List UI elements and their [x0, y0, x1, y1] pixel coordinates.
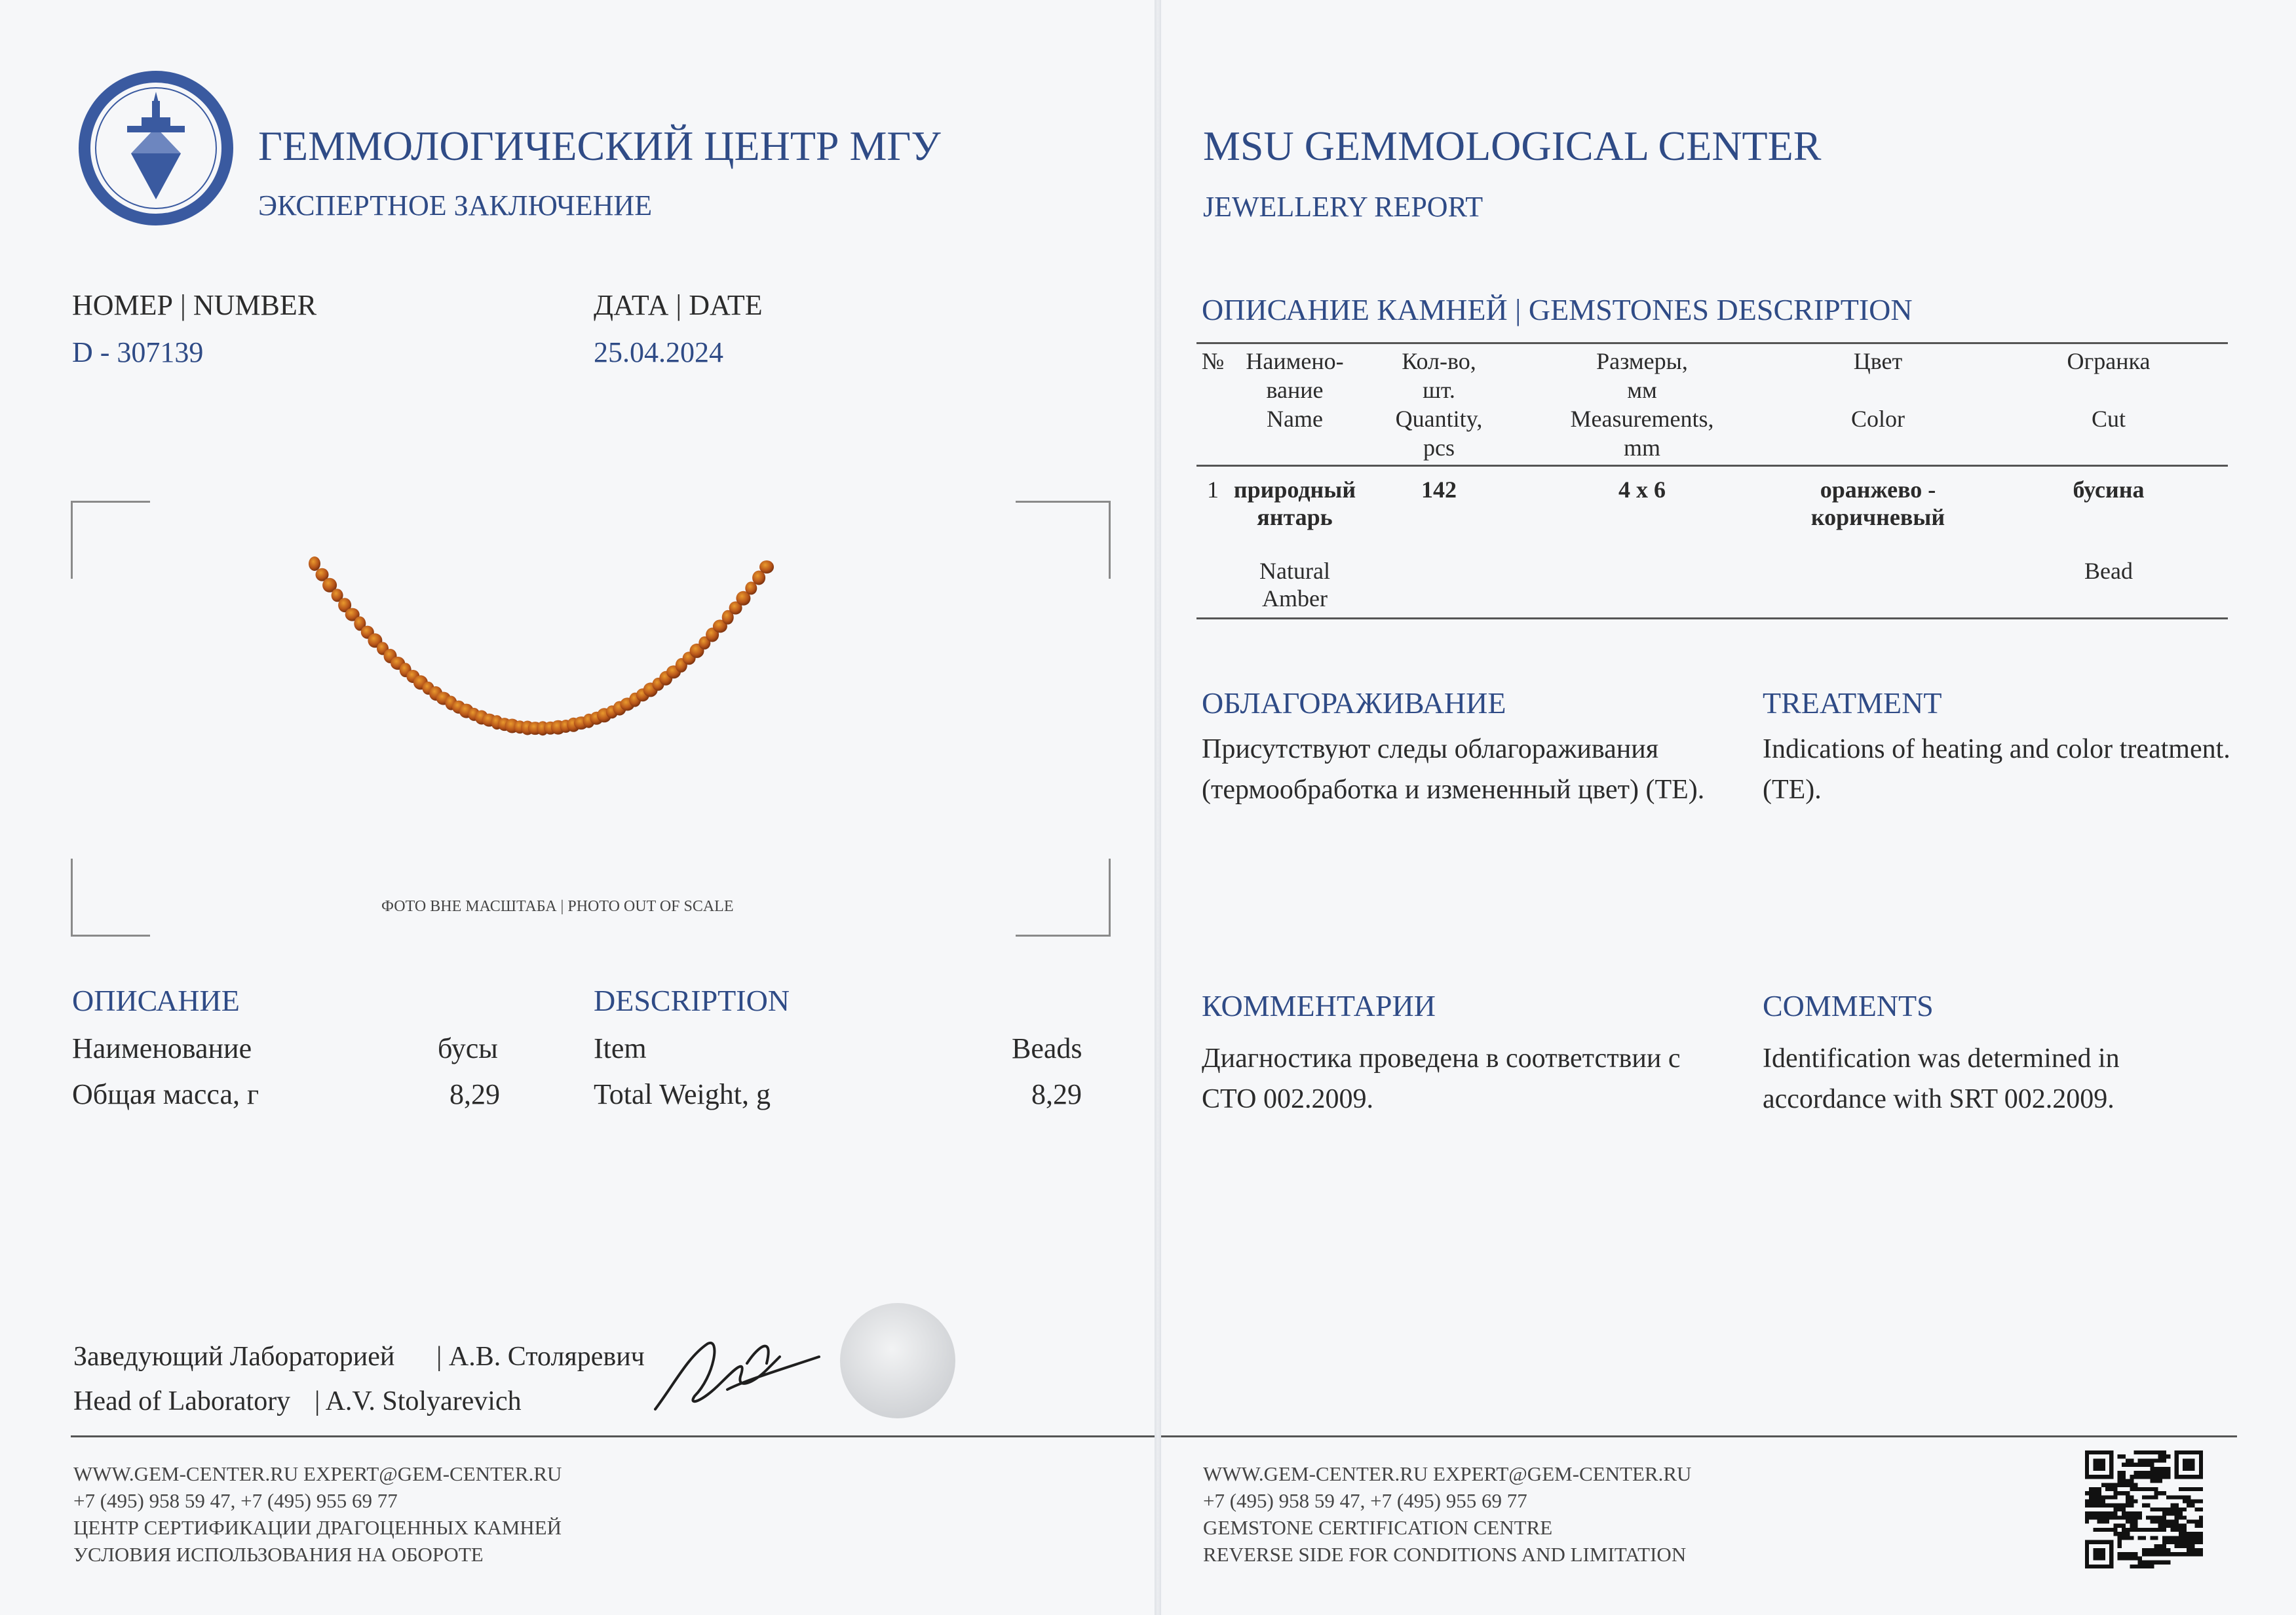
photo-frame-corner [71, 859, 150, 937]
page-subtitle-ru: ЭКСПЕРТНОЕ ЗАКЛЮЧЕНИЕ [258, 189, 653, 222]
item-label-en: Item [594, 1032, 647, 1064]
footer-line: GEMSTONE CERTIFICATION CENTRE [1203, 1516, 1553, 1539]
weight-label-en: Total Weight, g [594, 1078, 771, 1110]
head-role-ru: Заведующий Лабораторией [73, 1342, 395, 1372]
msu-seal-logo-icon [76, 68, 236, 228]
description-heading-ru: ОПИСАНИЕ [72, 984, 240, 1017]
footer-line: WWW.GEM-CENTER.RU EXPERT@GEM-CENTER.RU [1203, 1462, 1692, 1485]
page-title-ru: ГЕММОЛОГИЧЕСКИЙ ЦЕНТР МГУ [258, 123, 941, 169]
cell-color-ru: оранжево - коричневый [1810, 477, 1945, 530]
comments-heading-ru: КОММЕНТАРИИ [1202, 989, 1436, 1022]
item-value-en: Beads [1012, 1032, 1082, 1064]
photo-caption: ФОТО ВНЕ МАСШТАБА | PHOTO OUT OF SCALE [381, 898, 734, 915]
table-row [1196, 466, 2228, 532]
qr-code-icon [2085, 1450, 2203, 1568]
weight-value-en: 8,29 [1031, 1078, 1082, 1110]
number-label: НОМЕР | NUMBER [72, 289, 317, 321]
page-fold [1155, 0, 1161, 1615]
footer-divider [1161, 1435, 2237, 1437]
cell-name-ru: природный янтарь [1233, 477, 1356, 530]
amber-bead [309, 556, 320, 571]
embossed-stamp-icon [840, 1303, 955, 1418]
col-header-no: № [1201, 348, 1225, 374]
comments-text-en: Identification was determined in accordance with SRT 002.2009. [1763, 1043, 2120, 1114]
treatment-heading-ru: ОБЛАГОРАЖИВАНИЕ [1202, 686, 1506, 720]
description-heading-en: DESCRIPTION [594, 984, 790, 1017]
date-value: 25.04.2024 [594, 336, 723, 368]
table-row-en [1196, 531, 2228, 619]
footer-line: REVERSE SIDE FOR CONDITIONS AND LIMITATION [1203, 1543, 1687, 1566]
treatment-text-en: Indications of heating and color treatment. (TE). [1763, 734, 2230, 805]
footer-contacts-en [1203, 1460, 1691, 1568]
comments-heading-en: COMMENTS [1763, 989, 1934, 1022]
necklace-beads [309, 556, 774, 735]
head-role-en: Head of Laboratory [73, 1386, 291, 1416]
treatment-text-ru: Присутствуют следы облагораживания (термообработка и измененный цвет) (TE). [1202, 734, 1705, 805]
treatment-heading-en: TREATMENT [1763, 686, 1942, 720]
signature-icon [649, 1317, 826, 1422]
number-value: D - 307139 [72, 336, 204, 368]
amber-necklace-photo [288, 551, 786, 832]
footer-line: +7 (495) 958 59 47, +7 (495) 955 69 77 [1203, 1489, 1527, 1512]
weight-value-ru: 8,29 [450, 1078, 500, 1110]
head-name-ru: | А.В. Столяревич [436, 1342, 645, 1372]
cell-name-en: Natural Amber [1259, 558, 1330, 612]
footer-divider [71, 1435, 1155, 1437]
col-header-measurements: Размеры, мм Measurements, mm [1570, 348, 1714, 461]
photo-frame-corner [1016, 501, 1111, 579]
item-value-ru: бусы [438, 1032, 498, 1064]
photo-frame-corner [71, 501, 150, 579]
weight-label-ru: Общая масса, г [72, 1078, 259, 1110]
comments-text-ru: Диагностика проведена в соответствии с СТО 002.2009. [1202, 1043, 1681, 1114]
footer-line: ЦЕНТР СЕРТИФИКАЦИИ ДРАГОЦЕННЫХ КАМНЕЙ [73, 1516, 562, 1539]
col-header-name: Наимено- вание Name [1246, 348, 1344, 432]
photo-frame-corner [1016, 859, 1111, 937]
head-name-en: | A.V. Stolyarevich [315, 1386, 522, 1416]
gemstones-table [1196, 342, 2228, 619]
col-header-quantity: Кол-во, шт. Quantity, pcs [1395, 348, 1483, 461]
col-header-color: Цвет Color [1850, 348, 1905, 432]
cell-cut-en: Bead [2084, 558, 2133, 584]
footer-contacts [73, 1460, 562, 1568]
date-label: ДАТА | DATE [594, 289, 763, 321]
amber-bead [759, 560, 774, 574]
item-label-ru: Наименование [72, 1032, 252, 1064]
col-header-cut: Огранка Cut [2067, 348, 2151, 432]
cell-cut-ru: бусина [2073, 477, 2145, 503]
gemstones-heading: ОПИСАНИЕ КАМНЕЙ | GEMSTONES DESCRIPTION [1202, 293, 1913, 326]
cell-quantity: 142 [1421, 477, 1457, 503]
footer-line: +7 (495) 958 59 47, +7 (495) 955 69 77 [73, 1489, 398, 1512]
table-header-row [1196, 343, 2228, 466]
footer-line: WWW.GEM-CENTER.RU EXPERT@GEM-CENTER.RU [73, 1462, 562, 1485]
cell-measurements: 4 x 6 [1618, 477, 1666, 503]
footer-line: УСЛОВИЯ ИСПОЛЬЗОВАНИЯ НА ОБОРОТЕ [73, 1543, 484, 1566]
page-title-en: MSU GEMMOLOGICAL CENTER [1203, 123, 1822, 169]
page-subtitle-en: JEWELLERY REPORT [1203, 191, 1483, 223]
cell-no: 1 [1207, 477, 1219, 503]
